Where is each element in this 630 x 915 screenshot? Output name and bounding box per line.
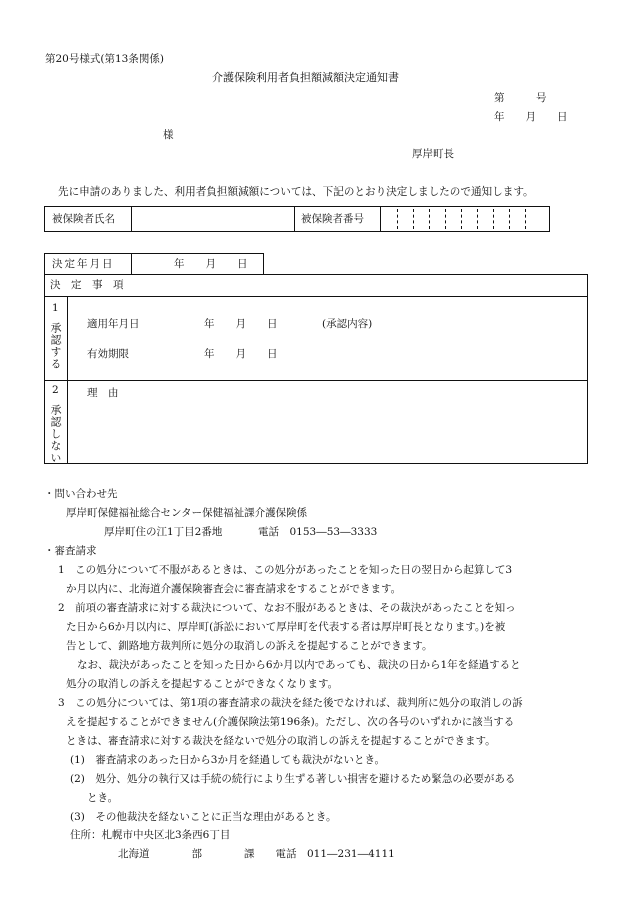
contact-heading: ・問い合わせ先	[44, 488, 118, 500]
contact-phone: 電話 0153―53―3333	[258, 526, 378, 538]
appeal-p1-line1: 1 この処分について不服があるときは、この処分があったことを知った日の翌日から起算して3	[58, 564, 513, 576]
deny-number: 2	[52, 384, 59, 396]
approval-content-label: (承認内容)	[322, 318, 373, 330]
appeal-address: 住所：札幌市中央区北3条西6丁目	[70, 829, 231, 841]
contact-office: 厚岸町保健福祉総合センター保健福祉課介護保険係	[66, 507, 308, 519]
apply-date-value[interactable]: 年 月 日	[204, 318, 278, 330]
appeal-p2-line1: 2 前項の審査請求に対する裁決について、なお不服があるときは、その裁決があったことを知っ	[58, 602, 516, 614]
decision-date-label: 決定年月日	[52, 258, 115, 270]
form-label: 第20号様式(第13条関係)	[45, 53, 164, 65]
sender: 厚岸町長	[412, 148, 454, 160]
insured-name-field[interactable]	[135, 213, 290, 227]
appeal-sub3: (3) その他裁決を経ないことに正当な理由があるとき。	[70, 811, 337, 823]
decision-items-label: 決 定 事 項	[50, 279, 124, 291]
deny-vertical-label: 承認しない	[49, 404, 62, 464]
appeal-sub2-line2: とき。	[87, 792, 119, 804]
appeal-p2-line5: 処分の取消しの訴えを提起することができなくなります。	[66, 678, 339, 690]
decision-table	[44, 274, 588, 464]
appeal-p3-line2: えを提起することができません(介護保険法第196条)。ただし、次の各号のいずれかに該当する	[66, 716, 515, 728]
appeal-sub1: (1) 審査請求のあった日から3か月を経過しても裁決がないとき。	[70, 754, 386, 766]
insured-name-label: 被保険者氏名	[52, 213, 115, 225]
reason-label: 理 由	[87, 387, 119, 399]
appeal-p2-line4: なお、裁決があったことを知った日から6か月以内であっても、裁決の日から1年を経過すると	[77, 659, 521, 671]
insured-number-label: 被保険者番号	[301, 213, 364, 225]
document-number: 第 号	[494, 92, 547, 104]
appeal-p3-line1: 3 この処分については、第1項の審査請求の裁決を経た後でなければ、裁判所に処分の取消しの訴	[58, 697, 523, 709]
document-date: 年 月 日	[494, 111, 568, 123]
insured-number-field[interactable]	[381, 207, 549, 231]
intro-text: 先に申請のありました、利用者負担額減額については、下記のとおり決定しましたので通知します。	[58, 186, 534, 198]
appeal-sub2-line1: (2) 処分、処分の執行又は手続の続行により生ずる著しい損害を避けるため緊急の必要がある	[70, 773, 516, 785]
appeal-p3-line3: ときは、審査請求に対する裁決を経ないで処分の取消しの訴えを提起することができます。	[66, 735, 496, 747]
appeal-p2-line2: た日から6か月以内に、厚岸町(訴訟において厚岸町を代表する者は厚岸町長となります。)を被	[66, 621, 506, 633]
addressee: 様	[163, 129, 174, 141]
page-title: 介護保険利用者負担額減額決定通知書	[212, 71, 399, 84]
appeal-heading: ・審査請求	[44, 545, 97, 557]
appeal-p2-line3: 告として、釧路地方裁判所に処分の取消しの訴えを提起することができます。	[66, 640, 433, 652]
valid-period-value[interactable]: 年 月 日	[204, 348, 278, 360]
approve-vertical-label: 承認する	[49, 322, 62, 370]
appeal-dept-line: 北海道 部 課 電話 011―231―4111	[118, 848, 395, 860]
valid-period-label: 有効期限	[87, 348, 129, 360]
decision-date-value[interactable]: 年 月 日	[174, 258, 248, 270]
contact-address: 厚岸町住の江1丁目2番地	[104, 526, 223, 538]
apply-date-label: 適用年月日	[87, 318, 140, 330]
approve-number: 1	[52, 302, 59, 314]
appeal-p1-line2: か月以内に、北海道介護保険審査会に審査請求をすることができます。	[66, 583, 402, 595]
